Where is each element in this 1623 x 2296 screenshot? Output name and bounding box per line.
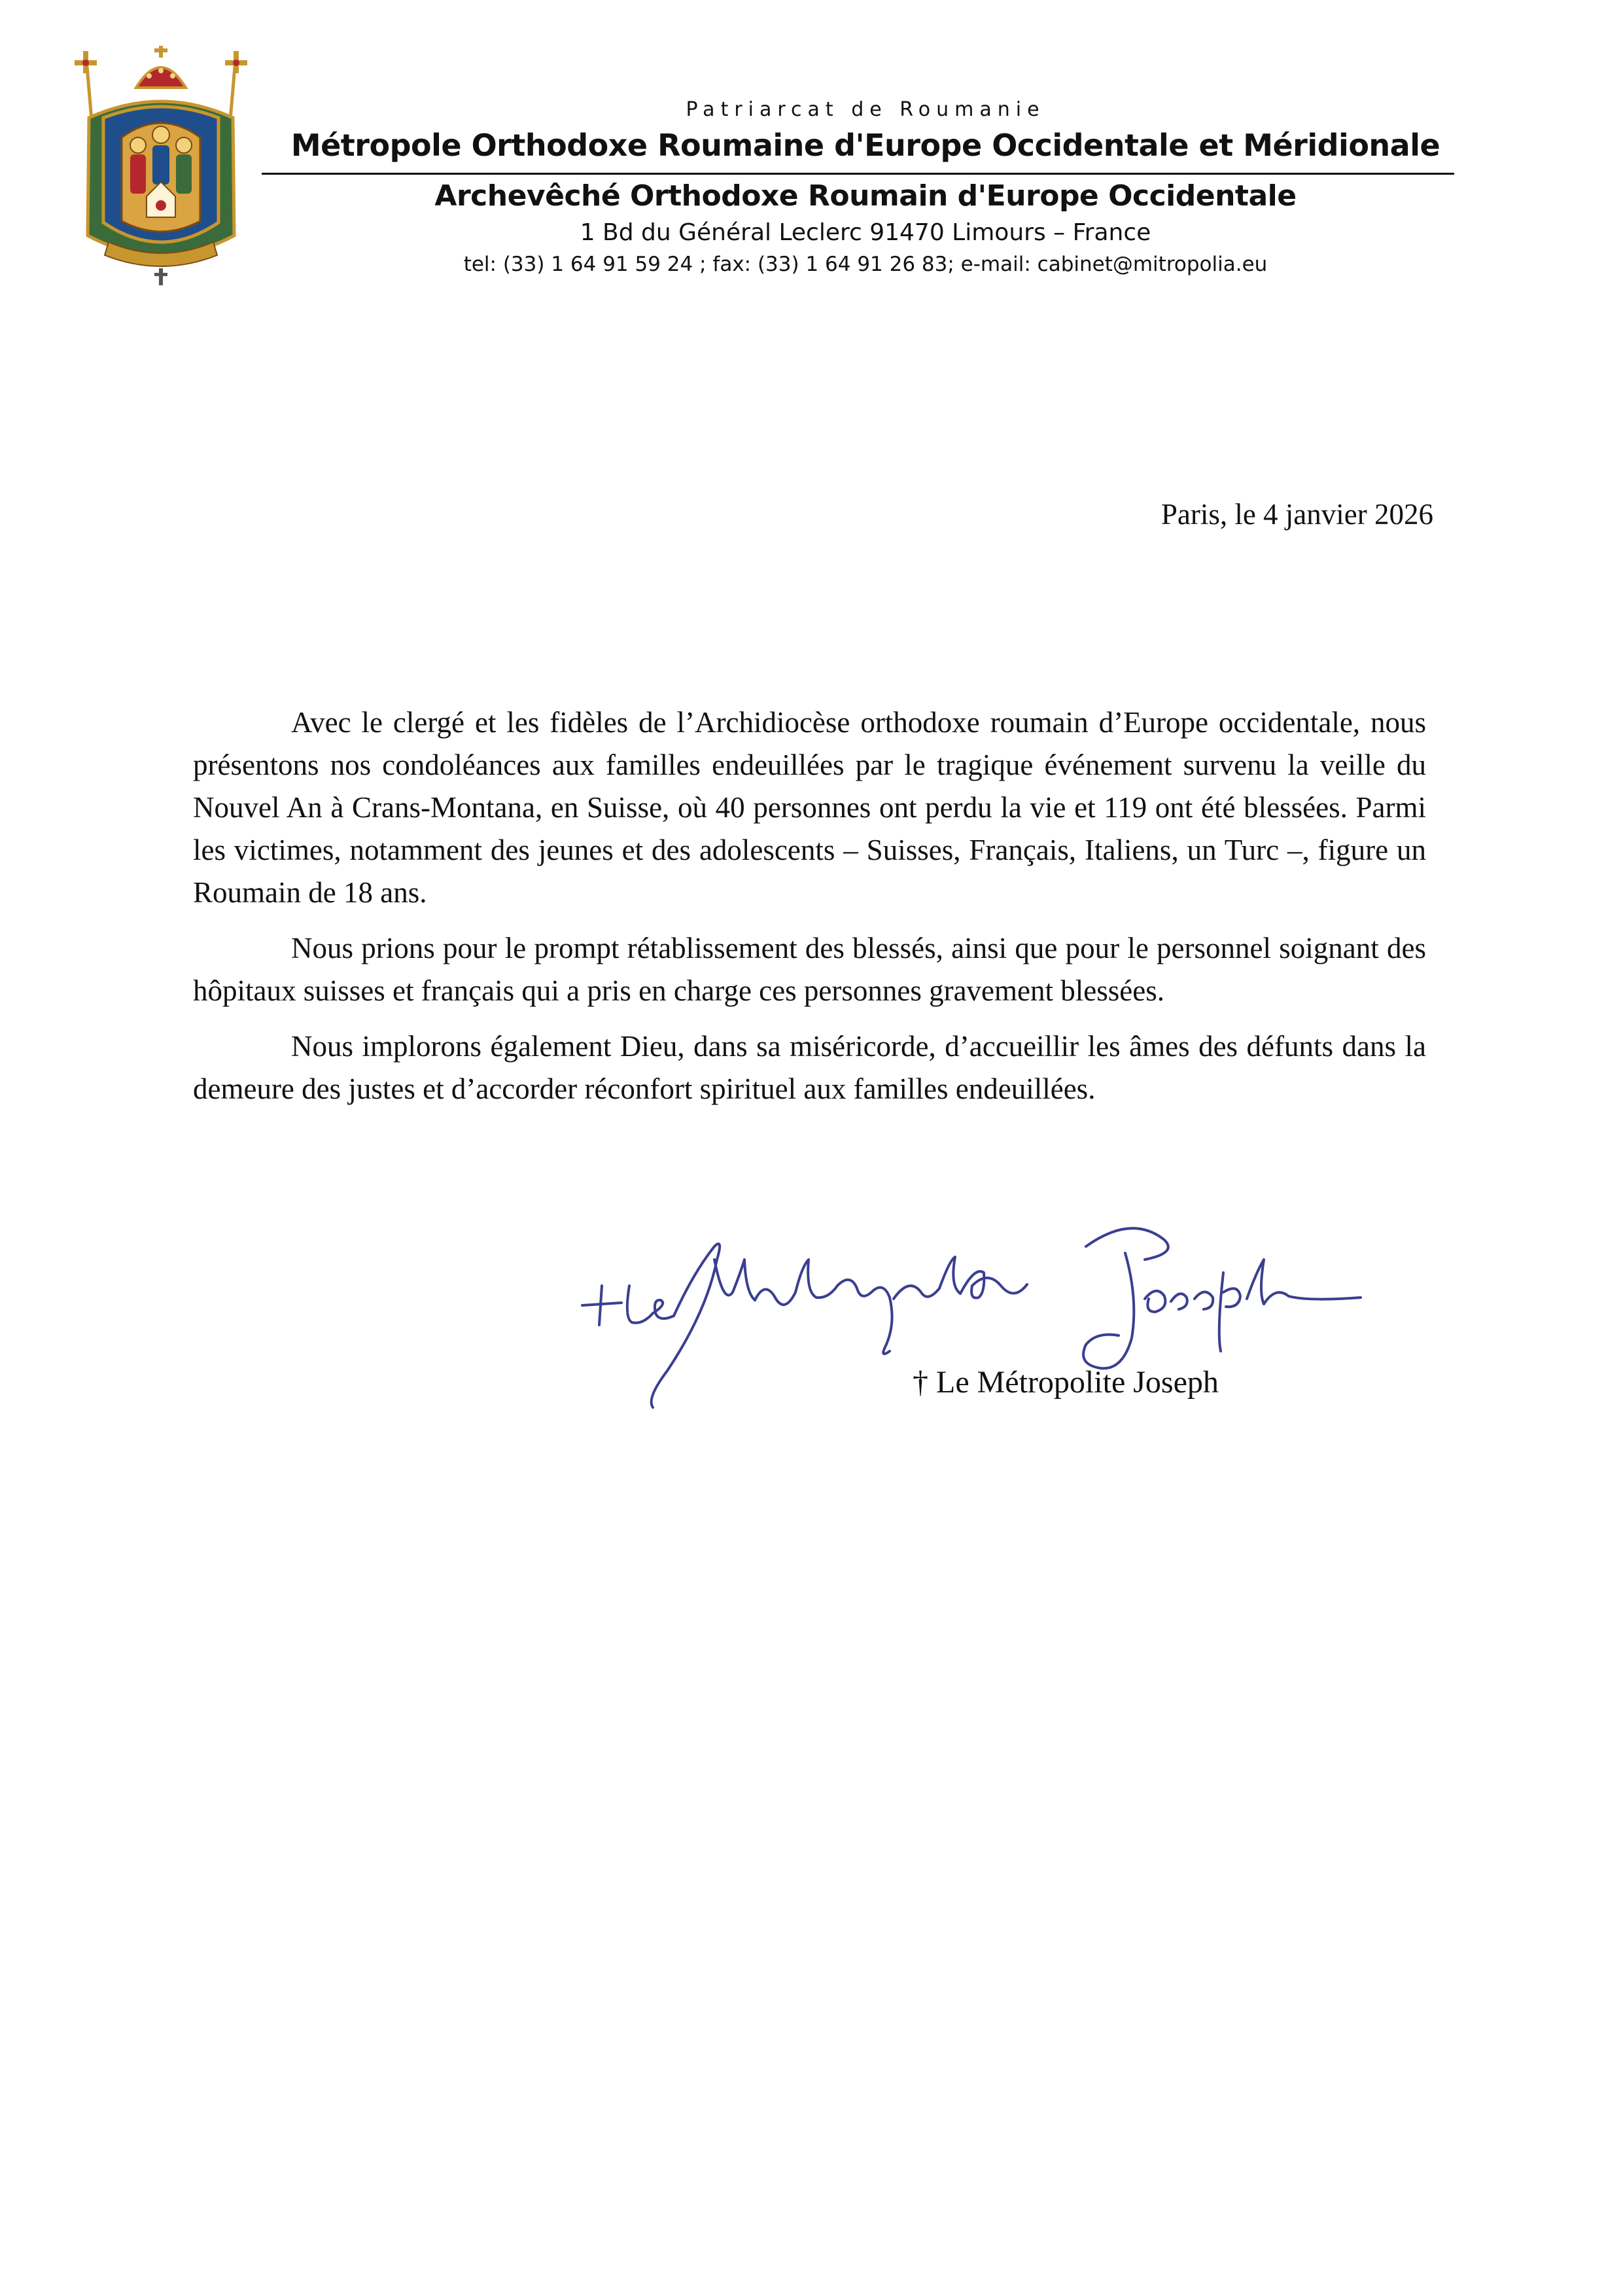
letter-body	[193, 701, 1426, 1123]
archdiocese-name: Archevêché Orthodoxe Roumain d'Europe Occidentale	[434, 179, 1297, 213]
metropolis-name: Métropole Orthodoxe Roumaine d'Europe Occidentale et Méridionale	[290, 128, 1440, 163]
paragraph-prayer-deceased: Nous implorons également Dieu, dans sa miséricorde, d’accueillir les âmes des défunts dans la demeure des justes et d’accorder réconfort spirituel aux familles endeuillées.	[193, 1030, 1426, 1105]
signatory-name: † Le Métropolite Joseph	[913, 1365, 1219, 1400]
date-line: Paris, le 4 janvier 2026	[1161, 498, 1433, 531]
bottom-cross	[154, 268, 167, 285]
contact-details: tel: (33) 1 64 91 59 24 ; fax: (33) 1 64 91 26 83; e-mail: cabinet@mitropolia.eu	[463, 253, 1268, 276]
mitre-crown	[136, 46, 186, 88]
metropolis-coat-of-arms-icon	[63, 46, 259, 288]
paragraph-condolences: Avec le clergé et les fidèles de l’Archidiocèse orthodoxe roumain d’Europe occidentale, nous présentons nos condoléances aux familles endeuillées par le tragique événement survenu la veille du Nouvel An à Crans-Montana, en Suisse, où 40 personnes ont perdu la vie et 119 ont été blessées. Parmi les victimes, notamment des jeunes et des adolescents – Suisses, Français, Italiens, un Turc –, figure un Roumain de 18 ans.	[193, 706, 1426, 909]
paragraph-prayer-injured: Nous prions pour le prompt rétablissement des blessés, ainsi que pour le personnel soignant des hôpitaux suisses et français qui a pris en charge ces personnes gravement blessées.	[193, 932, 1426, 1007]
patriarchate-name: Patriarcat de Roumanie	[686, 98, 1045, 121]
letterhead-divider	[262, 173, 1454, 175]
postal-address: 1 Bd du Général Leclerc 91470 Limours – France	[580, 219, 1151, 246]
